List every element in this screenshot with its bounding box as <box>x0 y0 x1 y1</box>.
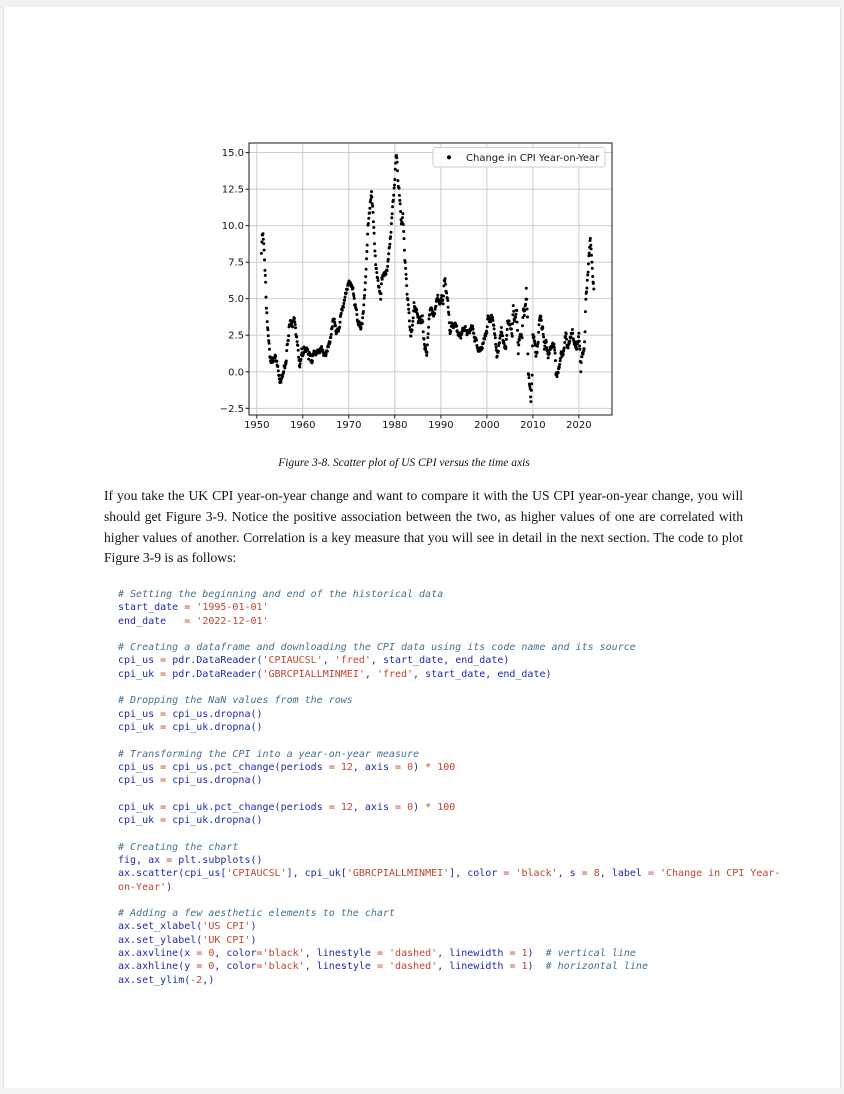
code-literal: 'GBRCPIALLMINMEI' <box>262 668 365 680</box>
code-text: , linewidth <box>437 948 510 960</box>
code-text: , linestyle <box>304 948 377 960</box>
code-line <box>118 947 784 960</box>
x-tick-label: 1960 <box>290 420 316 431</box>
code-text: ], color <box>449 868 504 880</box>
code-literal: = <box>160 761 167 773</box>
figure-caption: Figure 3-8. Scatter plot of US CPI versus the time axis <box>278 457 530 469</box>
code-literal: 0 <box>407 761 414 773</box>
code-text: ,) <box>202 974 215 986</box>
code-line <box>118 814 784 827</box>
code-line <box>118 588 784 601</box>
code-line <box>118 761 784 774</box>
code-literal: = <box>328 761 335 773</box>
code-text: , axis <box>352 761 396 773</box>
code-literal: = <box>196 961 203 973</box>
code-text: cpi_us.dropna() <box>166 775 263 787</box>
code-block <box>118 588 784 987</box>
code-line <box>118 721 784 734</box>
code-literal: = <box>160 655 167 667</box>
x-tick-label: 2020 <box>566 420 592 431</box>
code-text: , axis <box>352 801 396 813</box>
code-literal: 12 <box>340 801 353 813</box>
code-text: ) <box>527 961 546 973</box>
y-tick-label: 5.0 <box>228 294 244 306</box>
code-literal: * <box>425 761 432 773</box>
code-literal: 'fred' <box>376 668 414 680</box>
code-literal: = <box>581 868 588 880</box>
code-literal: '2022-12-01' <box>196 615 269 627</box>
code-line <box>118 615 784 628</box>
code-line <box>118 920 784 933</box>
code-line <box>118 601 784 614</box>
code-line <box>118 734 784 747</box>
y-tick-label: 2.5 <box>228 330 244 342</box>
code-text: , <box>364 668 377 680</box>
scatter-points <box>260 154 595 403</box>
code-line <box>118 774 784 787</box>
code-comment: # Setting the beginning and end of the historical data <box>118 589 444 600</box>
code-line <box>118 668 784 681</box>
code-literal: 0 <box>208 948 215 960</box>
code-literal: 'black' <box>515 868 558 880</box>
code-literal: 8 <box>593 868 600 880</box>
code-comment: # Dropping the NaN values from the rows <box>118 695 353 707</box>
code-text: ], cpi_uk[ <box>286 868 347 880</box>
code-line <box>118 748 784 761</box>
code-literal: = <box>160 775 167 787</box>
code-literal: = <box>509 961 516 973</box>
code-text: cpi_uk.pct_change(periods <box>166 801 329 813</box>
code-literal: * <box>425 801 432 813</box>
code-text: , <box>322 655 335 667</box>
legend-label: Change in CPI Year-on-Year <box>466 153 600 164</box>
code-literal: = <box>160 721 167 733</box>
code-literal: = <box>395 761 402 773</box>
code-text: cpi_uk.dropna() <box>166 815 263 827</box>
code-literal: 0 <box>208 961 215 973</box>
code-comment: # Transforming the CPI into a year-on-year measure <box>118 748 420 760</box>
code-text: , color <box>214 961 257 973</box>
code-text: ax.set_ylabel( <box>118 934 203 946</box>
code-text: cpi_uk <box>118 815 161 827</box>
body-paragraph: If you take the UK CPI year-on-year change and want to compare it with the US CPI year-on-year change, you will should get Figure 3-9. Notice the positive association between the two, as higher values of one are correlated with higher values of another. Correlation is a key measure that you will see in detail in the next section. The code to plot Figure 3-9 is as follows: <box>104 488 743 566</box>
code-literal: = <box>166 854 173 866</box>
legend-marker-icon <box>447 155 451 159</box>
code-text: cpi_us.pct_change(periods <box>166 761 329 773</box>
code-text: cpi_us <box>118 775 161 787</box>
code-text: ) <box>527 948 546 960</box>
code-text: , s <box>557 868 582 880</box>
legend <box>433 148 605 168</box>
code-text: ) <box>413 801 426 813</box>
code-literal: -2 <box>190 974 203 986</box>
code-literal: 12 <box>340 761 353 773</box>
code-literal: 'GBRCPIALLMINMEI' <box>346 868 450 880</box>
code-literal: = <box>160 668 167 680</box>
code-text: fig, ax <box>118 854 167 866</box>
code-literal: 'dashed' <box>389 948 438 960</box>
code-text: end_date <box>118 615 185 627</box>
code-literal: = <box>503 868 510 880</box>
code-comment: # Creating a dataframe and downloading the CPI data using its code name and its source <box>118 642 636 654</box>
code-literal: 'US CPI' <box>202 921 251 933</box>
code-text: pdr.DataReader( <box>166 668 263 680</box>
x-tick-label: 2010 <box>520 420 546 431</box>
code-comment: # Creating the chart <box>118 841 239 853</box>
code-line <box>118 841 784 854</box>
code-text: ax.set_xlabel( <box>118 921 203 933</box>
code-literal: 'black' <box>262 948 305 960</box>
code-line <box>118 934 784 947</box>
code-literal: 'Change in CPI Year-on-Year' <box>118 868 781 893</box>
code-text: ax.axhline(y <box>118 961 197 973</box>
code-text: , label <box>599 868 648 880</box>
code-literal: = <box>184 602 191 614</box>
code-line <box>118 628 784 641</box>
code-line <box>118 974 784 987</box>
x-tick-label: 1970 <box>336 420 362 431</box>
code-literal: = <box>376 948 383 960</box>
code-literal: 1 <box>521 948 528 960</box>
code-line <box>118 681 784 694</box>
code-text: cpi_uk <box>118 801 161 813</box>
code-line <box>118 894 784 907</box>
code-literal: = <box>376 961 383 973</box>
code-text: start_date <box>118 602 185 614</box>
code-text: cpi_uk.dropna() <box>166 721 263 733</box>
code-line <box>118 641 784 654</box>
code-text: plt.subplots() <box>172 854 263 866</box>
code-text: ) <box>250 934 257 946</box>
code-literal: 'UK CPI' <box>202 934 251 946</box>
code-line <box>118 801 784 814</box>
code-text: cpi_us <box>118 761 161 773</box>
code-text: cpi_us.dropna() <box>166 708 263 720</box>
code-text: cpi_uk <box>118 721 161 733</box>
tick-labels <box>220 148 592 431</box>
cpi-scatter-chart <box>0 0 844 470</box>
code-line <box>118 867 784 894</box>
code-literal: 'CPIAUCSL' <box>226 868 287 880</box>
y-tick-label: 7.5 <box>228 257 244 269</box>
y-tick-label: 15.0 <box>221 148 244 160</box>
code-literal: = <box>647 868 654 880</box>
code-line <box>118 708 784 721</box>
code-literal: = <box>395 801 402 813</box>
code-literal: '1995-01-01' <box>196 602 269 614</box>
code-literal: 1 <box>521 961 528 973</box>
code-line <box>118 854 784 867</box>
code-literal: 'fred' <box>334 655 371 667</box>
code-text: , linewidth <box>437 961 510 973</box>
code-comment: # Adding a few aesthetic elements to the chart <box>118 908 395 920</box>
x-tick-label: 1950 <box>244 420 270 431</box>
code-text: , color <box>214 948 257 960</box>
code-comment: # vertical line <box>545 948 636 960</box>
code-literal: = <box>256 948 263 960</box>
code-text: , start_date, end_date) <box>370 655 510 667</box>
code-text: ax.axvline(x <box>118 948 197 960</box>
code-text: cpi_us <box>118 655 161 667</box>
code-line <box>118 787 784 800</box>
y-tick-label: 10.0 <box>221 221 244 233</box>
y-tick-label: 12.5 <box>221 184 244 196</box>
code-literal: 'black' <box>262 961 305 973</box>
code-text: cpi_uk <box>118 668 161 680</box>
code-text: pdr.DataReader( <box>166 655 263 667</box>
code-literal: = <box>160 815 167 827</box>
code-text: ax.set_ylim( <box>118 974 191 986</box>
y-tick-label: −2.5 <box>219 403 244 415</box>
code-literal: 100 <box>437 761 456 773</box>
code-literal: 100 <box>437 801 456 813</box>
x-tick-label: 1990 <box>428 420 454 431</box>
code-literal: 'CPIAUCSL' <box>262 655 323 667</box>
code-text: ax.scatter(cpi_us[ <box>118 868 227 880</box>
code-text: cpi_us <box>118 708 161 720</box>
code-line <box>118 907 784 920</box>
code-line <box>118 960 784 973</box>
code-literal: = <box>184 615 191 627</box>
code-comment: # horizontal line <box>545 961 648 973</box>
code-text: , start_date, end_date) <box>413 668 552 680</box>
code-literal: = <box>196 948 203 960</box>
code-text: ) <box>166 881 173 893</box>
code-literal: 'dashed' <box>389 961 438 973</box>
code-line <box>118 694 784 707</box>
x-tick-label: 2000 <box>474 420 500 431</box>
code-literal: = <box>509 948 516 960</box>
code-literal: 0 <box>407 801 414 813</box>
code-literal: = <box>160 708 167 720</box>
code-literal: = <box>160 801 167 813</box>
code-line <box>118 654 784 667</box>
code-literal: = <box>256 961 263 973</box>
code-text: ) <box>413 761 426 773</box>
code-text: ) <box>250 921 257 933</box>
y-tick-label: 0.0 <box>228 367 244 379</box>
x-tick-label: 1980 <box>382 420 408 431</box>
code-line <box>118 827 784 840</box>
code-literal: = <box>328 801 335 813</box>
code-text: , linestyle <box>304 961 377 973</box>
